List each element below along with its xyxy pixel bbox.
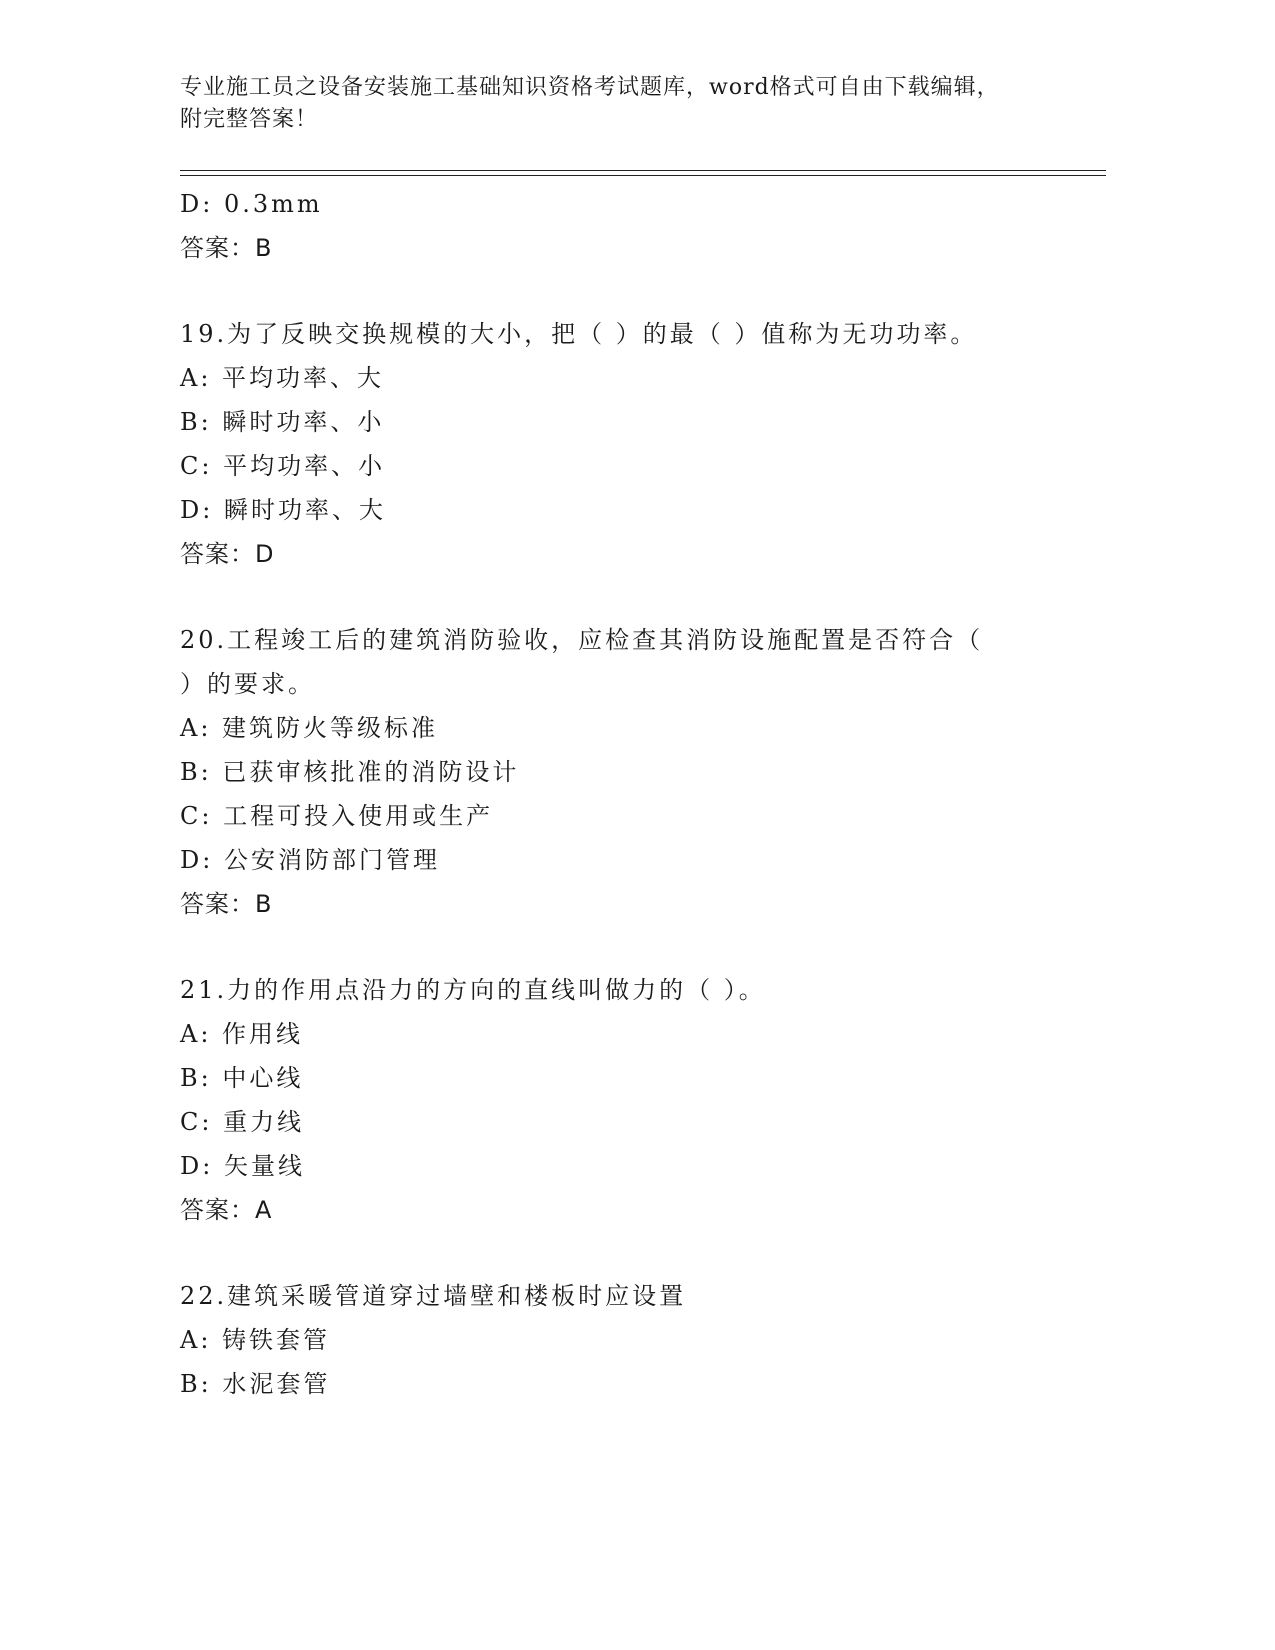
question-19: [180, 312, 1080, 576]
prev-answer: 答案：B: [180, 234, 273, 262]
question-stem: 21.力的作用点沿力的方向的直线叫做力的（ ）。: [180, 976, 766, 1004]
question-22: [180, 1274, 1080, 1406]
question-20: [180, 618, 1080, 926]
question-stem: 19.为了反映交换规模的大小，把（ ）的最（ ）值称为无功功率。: [180, 320, 978, 348]
spacer: [180, 270, 1080, 312]
answer: 答案：A: [180, 1196, 273, 1224]
option-a: A: 铸铁套管: [180, 1326, 331, 1354]
option-a: A: 平均功率、大: [180, 364, 385, 392]
header-divider-top: [180, 170, 1106, 171]
option-b: B: 水泥套管: [180, 1370, 331, 1398]
answer: 答案：D: [180, 540, 275, 568]
spacer: [180, 926, 1080, 968]
spacer: [180, 1232, 1080, 1274]
option-d: D: 公安消防部门管理: [180, 846, 440, 874]
option-a: A: 建筑防火等级标准: [180, 714, 439, 742]
spacer: [180, 576, 1080, 618]
option-c: C: 平均功率、小: [180, 452, 386, 480]
option-d: D: 矢量线: [180, 1152, 305, 1180]
option-c: C: 工程可投入使用或生产: [180, 802, 494, 830]
question-stem: 22.建筑采暖管道穿过墙壁和楼板时应设置: [180, 1282, 687, 1310]
question-stem-continued: ）的要求。: [180, 670, 315, 698]
header-line-2: 附完整答案！: [180, 107, 319, 132]
option-a: A: 作用线: [180, 1020, 304, 1048]
header-line-1: 专业施工员之设备安装施工基础知识资格考试题库，word格式可自由下载编辑，: [180, 75, 1000, 100]
prev-option-d: D: 0.3mm: [180, 190, 323, 218]
option-b: B: 已获审核批准的消防设计: [180, 758, 520, 786]
answer: 答案：B: [180, 890, 273, 918]
option-b: B: 瞬时功率、小: [180, 408, 385, 436]
question-21: [180, 968, 1080, 1232]
header-divider-bottom: [180, 175, 1106, 176]
option-c: C: 重力线: [180, 1108, 305, 1136]
option-b: B: 中心线: [180, 1064, 304, 1092]
question-stem: 20.工程竣工后的建筑消防验收，应检查其消防设施配置是否符合（: [180, 626, 984, 654]
question-content: [180, 182, 1080, 1406]
option-d: D: 瞬时功率、大: [180, 496, 386, 524]
document-header: [180, 72, 1080, 136]
